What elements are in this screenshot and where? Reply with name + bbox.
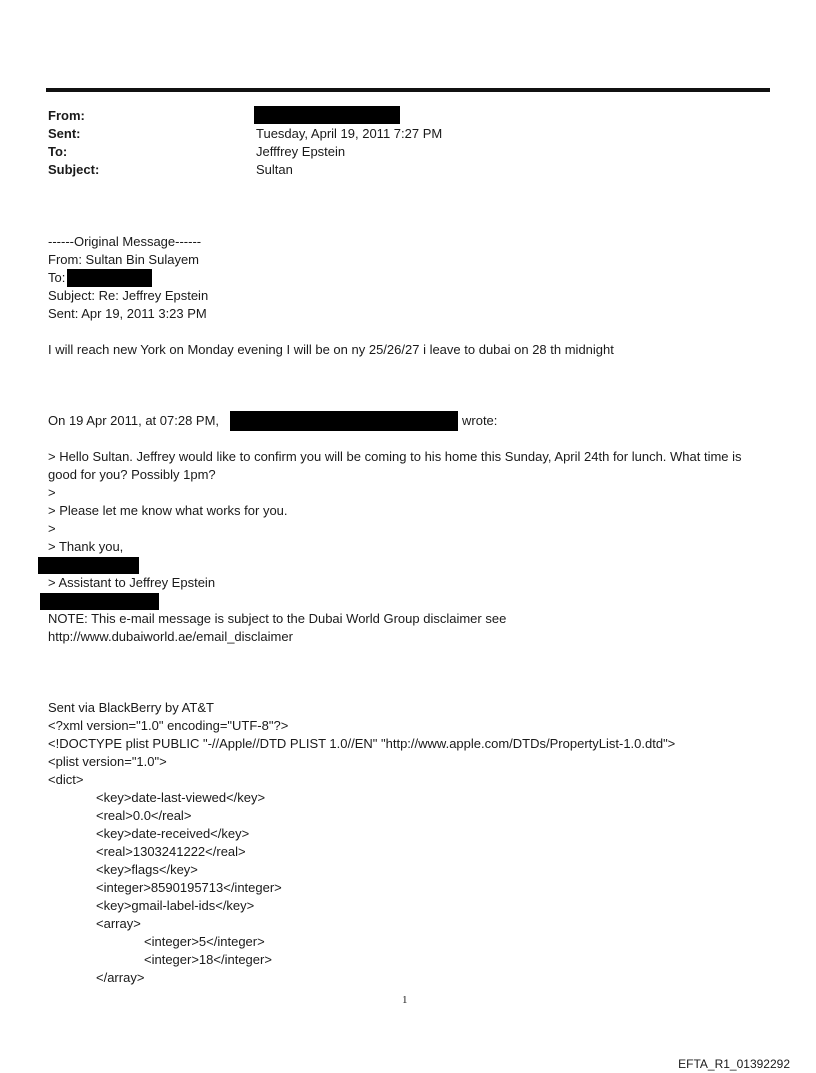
plist-line: <key>flags</key> xyxy=(96,862,198,877)
plist-xml-decl: <?xml version="1.0" encoding="UTF-8"?> xyxy=(48,718,289,733)
plist-line: <integer>8590195713</integer> xyxy=(96,880,282,895)
from-label: From: xyxy=(48,108,85,123)
to-value: Jefffrey Epstein xyxy=(256,144,346,159)
plist-line: <integer>18</integer> xyxy=(144,952,272,967)
plist-line: <integer>5</integer> xyxy=(144,934,265,949)
page-number: 1 xyxy=(402,994,408,1006)
quoted-intro-prefix: On 19 Apr 2011, at 07:28 PM, xyxy=(48,413,220,428)
quoted-intro-suffix: wrote: xyxy=(462,413,498,428)
redacted-sender xyxy=(230,411,458,431)
subject-label: Subject: xyxy=(48,162,100,177)
plist-line: </array> xyxy=(96,970,145,985)
quoted-line-3: > Thank you, xyxy=(48,539,124,554)
redacted-from xyxy=(254,106,400,124)
subject-value: Sultan xyxy=(256,162,293,177)
original-to: To: xyxy=(48,270,66,285)
plist-line: <key>date-received</key> xyxy=(96,826,250,841)
sent-value: Tuesday, April 19, 2011 7:27 PM xyxy=(256,126,443,141)
quoted-signature: > Assistant to Jeffrey Epstein xyxy=(48,575,216,590)
quoted-gt-1: > xyxy=(48,485,56,500)
quoted-line-1: > Hello Sultan. Jeffrey would like to confirm you will be coming to his home this Sunday, April 24th for lunch. What time is good for you? Possibly 1pm? xyxy=(48,449,742,482)
original-body: I will reach new York on Monday evening I will be on ny 25/26/27 i leave to dubai on 28 th midnight xyxy=(48,342,614,357)
plist-line: <real>1303241222</real> xyxy=(96,844,246,859)
plist-line: <array> xyxy=(96,916,141,931)
redacted-signature-name xyxy=(38,557,139,574)
redacted-contact xyxy=(40,593,159,610)
original-divider: ------Original Message------ xyxy=(48,234,202,249)
plist-line: <key>gmail-label-ids</key> xyxy=(96,898,255,913)
to-label: To: xyxy=(48,144,68,159)
plist-line: <key>date-last-viewed</key> xyxy=(96,790,266,805)
sent-via: Sent via BlackBerry by AT&T xyxy=(48,700,214,715)
original-subject: Subject: Re: Jeffrey Epstein xyxy=(48,288,209,303)
plist-doctype: <!DOCTYPE plist PUBLIC "-//Apple//DTD PLIST 1.0//EN" "http://www.apple.com/DTDs/PropertyList-1.0.dtd"> xyxy=(48,736,676,751)
plist-line: <real>0.0</real> xyxy=(96,808,192,823)
original-from: From: Sultan Bin Sulayem xyxy=(48,252,200,267)
original-sent: Sent: Apr 19, 2011 3:23 PM xyxy=(48,306,207,321)
redacted-to xyxy=(67,269,152,287)
disclaimer: NOTE: This e-mail message is subject to the Dubai World Group disclaimer see http://www.dubaiworld.ae/email_disclaimer xyxy=(48,611,507,644)
sent-label: Sent: xyxy=(48,126,81,141)
plist-open: <plist version="1.0"> xyxy=(48,754,167,769)
plist-dict-open: <dict> xyxy=(48,772,84,787)
quoted-gt-2: > xyxy=(48,521,56,536)
header-rule xyxy=(46,88,770,92)
document-id: EFTA_R1_01392292 xyxy=(678,1057,790,1071)
quoted-line-2: > Please let me know what works for you. xyxy=(48,503,288,518)
